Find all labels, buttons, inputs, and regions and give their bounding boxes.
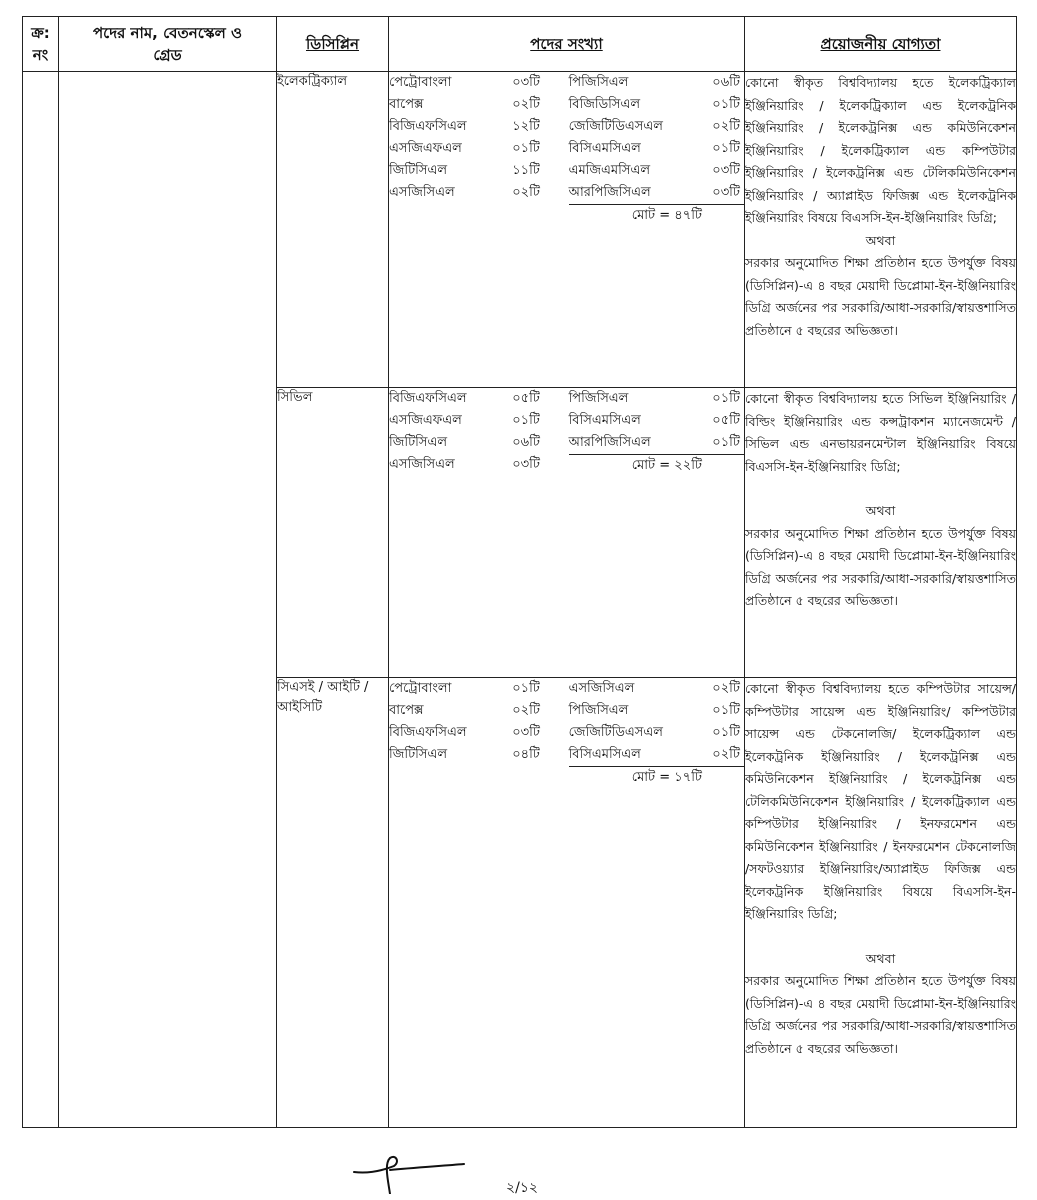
discipline-cell: সিভিল: [277, 388, 389, 678]
list-item: পেট্রোবাংলা ০১টি এসজিসিএল ০২টি: [389, 680, 740, 696]
list-item: বাপেক্স ০২টি বিজিডিসিএল ০১টি: [389, 96, 740, 112]
qualification-degree: কোনো স্বীকৃত বিশ্ববিদ্যালয় হতে ইলেকট্রিক্যাল ইঞ্জিনিয়ারিং / ইলেকট্রিক্যাল এন্ড ইলেকট্রনিক ইঞ্জিনিয়ারিং / ইলেকট্রনিক্স এন্ড কমিউনিকেশন ইঞ্জিনিয়ারিং / ইলেকট্রিক্যাল এন্ড কম্পিউটার ইঞ্জিনিয়ারিং / ইলেকট্রনিক্স এন্ড টেলিকমিউনিকেশন ইঞ্জিনিয়ারিং / অ্যাপ্লাইড ফিজিক্স এন্ড ইলেকট্রনিক ইঞ্জিনিয়ারিং বিষয়ে বিএসসি-ইন-ইঞ্জিনিয়ারিং ডিগ্রি;: [745, 75, 1016, 225]
total-row: [389, 205, 744, 228]
table-row: [23, 72, 1017, 388]
post-name-cell: [59, 72, 277, 1128]
list-item: বাপেক্স ০২টি পিজিসিএল ০১টি: [389, 702, 740, 718]
list-item: এসজিসিএল ০২টি আরপিজিসিএল ০৩টি: [389, 184, 740, 200]
total-row: [389, 767, 744, 790]
post-name-header: পদের নাম, বেতনস্কেল ও গ্রেড: [59, 17, 277, 72]
list-item: এসজিএফএল ০১টি বিসিএমসিএল ০১টি: [389, 140, 740, 156]
discipline-cell: সিএসই / আইটি / আইসিটি: [277, 678, 389, 1128]
serial-cell: [23, 72, 59, 1128]
qualification-header: প্রয়োজনীয় যোগ্যতা: [745, 17, 1017, 72]
list-item: বিজিএফসিএল ১২টি জেজিটিডিএসএল ০২টি: [389, 118, 740, 134]
qualification-diploma: সরকার অনুমোদিত শিক্ষা প্রতিষ্ঠান হতে উপর্যুক্ত বিষয় (ডিসিপ্লিন)-এ ৪ বছর মেয়াদী ডিপ্লোমা-ইন-ইঞ্জিনিয়ারিং ডিগ্রি অর্জনের পর সরকারি/আধা-সরকারি/স্বায়ত্তশাসিত প্রতিষ্ঠানে ৫ বছরের অভিজ্ঞতা।: [745, 973, 1016, 1056]
table-header-row: [23, 17, 1017, 72]
list-item: বিজিএফসিএল ০৫টি পিজিসিএল ০১টি: [389, 390, 740, 406]
serial-header: ক্র: নং: [23, 17, 59, 72]
total-count: মোট = ৪৭টি: [569, 205, 744, 228]
post-count-cell: [389, 72, 745, 388]
qualification-degree: কোনো স্বীকৃত বিশ্ববিদ্যালয় হতে সিভিল ইঞ্জিনিয়ারিং / বিল্ডিং ইঞ্জিনিয়ারিং এন্ড কন্সট্রাকশন ম্যানেজমেন্ট / সিভিল এন্ড এনভায়রনমেন্টাল ইঞ্জিনিয়ারিং বিষয়ে বিএসসি-ইন-ইঞ্জিনিয়ারিং ডিগ্রি;: [745, 391, 1016, 474]
list-item: এসজিএফএল ০১টি বিসিএমসিএল ০৫টি: [389, 412, 740, 428]
list-item: জিটিসিএল ১১টি এমজিএমসিএল ০৩টি: [389, 162, 740, 178]
post-distribution: [389, 678, 744, 789]
qualification-cell: [745, 678, 1017, 1128]
page-footer: [0, 1150, 1037, 1194]
total-count: মোট = ১৭টি: [569, 767, 744, 790]
qualification-diploma: সরকার অনুমোদিত শিক্ষা প্রতিষ্ঠান হতে উপর্যুক্ত বিষয় (ডিসিপ্লিন)-এ ৪ বছর মেয়াদী ডিপ্লোমা-ইন-ইঞ্জিনিয়ারিং ডিগ্রি অর্জনের পর সরকারি/আধা-সরকারি/স্বায়ত্তশাসিত প্রতিষ্ঠানে ৫ বছরের অভিজ্ঞতা।: [745, 525, 1016, 608]
or-separator: অথবা: [865, 503, 896, 518]
post-count-cell: [389, 678, 745, 1128]
list-item: জিটিসিএল ০৬টি আরপিজিসিএল ০১টি: [389, 434, 740, 450]
list-item: বিজিএফসিএল ০৩টি জেজিটিডিএসএল ০১টি: [389, 724, 740, 740]
qualification-cell: [745, 72, 1017, 388]
qualification-cell: [745, 388, 1017, 678]
qualification-diploma: সরকার অনুমোদিত শিক্ষা প্রতিষ্ঠান হতে উপর্যুক্ত বিষয় (ডিসিপ্লিন)-এ ৪ বছর মেয়াদী ডিপ্লোমা-ইন-ইঞ্জিনিয়ারিং ডিগ্রি অর্জনের পর সরকারি/আধা-সরকারি/স্বায়ত্তশাসিত প্রতিষ্ঠানে ৫ বছরের অভিজ্ঞতা।: [745, 255, 1016, 338]
discipline-header: ডিসিপ্লিন: [277, 17, 389, 72]
or-separator: অথবা: [865, 950, 896, 966]
list-item: জিটিসিএল ০৪টি বিসিএমসিএল ০২টি: [389, 746, 740, 762]
recruitment-table: [22, 16, 1017, 1128]
post-distribution: [389, 72, 744, 227]
page-number: ২/১২: [506, 1180, 539, 1196]
post-count-cell: [389, 388, 745, 678]
post-count-header: পদের সংখ্যা: [389, 17, 745, 72]
list-item: এসজিসিএল ০৩টি মোট = ২২টি: [389, 455, 744, 478]
or-separator: অথবা: [865, 232, 896, 248]
total-count: মোট = ২২টি: [569, 455, 744, 478]
discipline-cell: ইলেকট্রিক্যাল: [277, 72, 389, 388]
document-page: [22, 16, 1016, 1128]
signature-mark: [350, 1150, 480, 1194]
list-item: পেট্রোবাংলা ০৩টি পিজিসিএল ০৬টি: [389, 74, 740, 90]
post-distribution: [389, 388, 744, 477]
qualification-degree: কোনো স্বীকৃত বিশ্ববিদ্যালয় হতে কম্পিউটার সায়েন্স/ কম্পিউটার সায়েন্স এন্ড ইঞ্জিনিয়ারিং/ কম্পিউটার সায়েন্স এন্ড টেকনোলজি/ ইলেকট্রিক্যাল এন্ড ইলেকট্রনিক ইঞ্জিনিয়ারিং / ইলেকট্রনিক্স এন্ড কমিউনিকেশন ইঞ্জিনিয়ারিং / ইলেকট্রনিক্স এন্ড টেলিকমিউনিকেশন ইঞ্জিনিয়ারিং / ইলেকট্রিক্যাল এন্ড কম্পিউটার ইঞ্জিনিয়ারিং / ইনফরমেশন এন্ড কমিউনিকেশন ইঞ্জিনিয়ারিং / ইনফরমেশন টেকনোলজি /সফটওয়্যার ইঞ্জিনিয়ারিং/অ্যাপ্লাইড ফিজিক্স এন্ড ইলেকট্রনিক ইঞ্জিনিয়ারিং বিষয়ে বিএসসি-ইন-ইঞ্জিনিয়ারিং ডিগ্রি;: [745, 681, 1016, 921]
